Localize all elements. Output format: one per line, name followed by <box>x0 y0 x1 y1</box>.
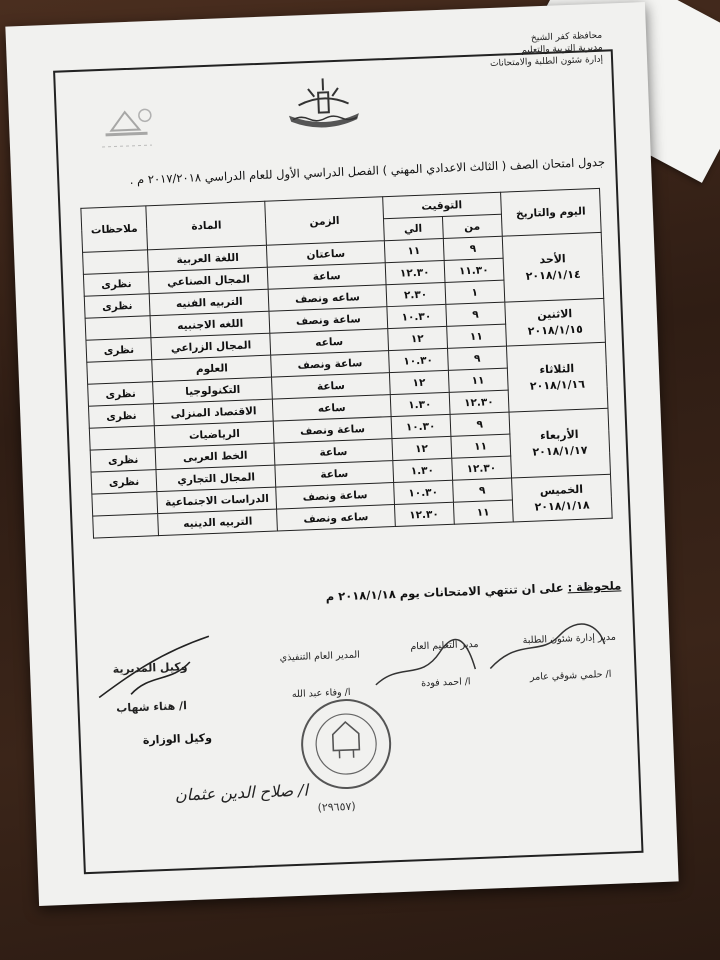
subject-cell: اللغة العربية <box>148 245 268 272</box>
subject-cell: الدراسات الاجتماعية <box>157 487 277 514</box>
header-notes: ملاحظات <box>81 206 148 252</box>
notes-cell: نظرى <box>83 272 149 296</box>
day-date-cell <box>505 298 606 346</box>
signature-role: وكيل المديرية <box>112 660 188 676</box>
from-time-cell: ١١ <box>446 324 506 348</box>
day-date-cell <box>509 408 611 478</box>
subject-cell: التربيه الدينيه <box>158 509 278 536</box>
subject-cell: الاقتصاد المنزلى <box>154 399 274 426</box>
header-duration: الزمن <box>265 197 384 245</box>
from-time-cell: ١٢.٣٠ <box>449 390 509 414</box>
notes-cell: نظرى <box>91 470 157 494</box>
from-time-cell: ٩ <box>450 412 510 436</box>
signature-name: ا/ وفاء عبد الله <box>291 686 351 701</box>
to-time-cell: ١٠.٣٠ <box>393 480 453 504</box>
from-time-cell: ١١ <box>451 434 511 458</box>
from-time-cell: ٩ <box>443 236 503 260</box>
duration-cell: ساعه ونصف <box>268 285 386 311</box>
duration-cell: ساعه ونصف <box>277 505 395 531</box>
to-time-cell: ١٢ <box>392 436 452 460</box>
duration-cell: ساعة <box>275 461 393 487</box>
to-time-cell: ١١ <box>384 238 444 262</box>
duration-cell: ساعة ونصف <box>274 417 392 443</box>
from-time-cell: ١ <box>445 280 505 304</box>
day-name: الخميس <box>539 482 584 497</box>
notes-cell <box>85 316 151 340</box>
to-time-cell: ١٢ <box>389 370 449 394</box>
exam-date: ٢٠١٨/١/١٥ <box>527 322 584 338</box>
exam-date: ٢٠١٨/١/١٤ <box>525 267 581 283</box>
from-time-cell: ٩ <box>447 346 507 370</box>
from-time-cell: ١١.٣٠ <box>444 258 504 282</box>
to-time-cell: ١٠.٣٠ <box>391 414 451 438</box>
signature-name: ا/ حلمي شوقي عامر <box>529 668 612 683</box>
subject-cell: اللغه الاجنبيه <box>150 311 270 338</box>
day-date-cell <box>506 342 608 412</box>
notes-cell <box>92 492 158 516</box>
day-date-cell <box>511 474 612 522</box>
from-time-cell: ٩ <box>446 302 506 326</box>
signature-role: مدير التعليم العام <box>410 638 479 653</box>
exam-date: ٢٠١٨/١/١٨ <box>534 498 590 514</box>
notes-cell: نظرى <box>88 404 154 428</box>
notes-cell: نظرى <box>84 294 150 318</box>
header-day-date: اليوم والتاريخ <box>500 188 601 236</box>
duration-cell: ساعه <box>270 329 388 355</box>
notes-cell: نظرى <box>86 338 152 362</box>
to-time-cell: ١٠.٣٠ <box>388 348 448 372</box>
to-time-cell: ١٢.٣٠ <box>394 502 454 526</box>
duration-cell: ساعة <box>272 373 390 399</box>
day-name: الاثنين <box>536 306 573 321</box>
header-subject: المادة <box>146 201 267 250</box>
subject-cell: الخط العربى <box>155 443 275 470</box>
from-time-cell: ١١ <box>448 368 508 392</box>
to-time-cell: ٢.٣٠ <box>386 282 446 306</box>
handwritten-signature-icon <box>89 631 222 706</box>
day-name: الأحد <box>539 251 566 266</box>
duration-cell: ساعة ونصف <box>271 351 389 377</box>
signature-role: المدير العام التنفيذي <box>279 649 361 664</box>
subject-cell: المجال الصناعي <box>149 267 269 294</box>
to-time-cell: ١٢ <box>387 326 447 350</box>
header-from: من <box>442 214 502 238</box>
header-timing: التوقيت <box>382 192 501 219</box>
from-time-cell: ٩ <box>452 478 512 502</box>
day-name: الثلاثاء <box>539 361 575 376</box>
from-time-cell: ١١ <box>453 500 513 524</box>
governorate-emblem-icon <box>277 73 369 132</box>
ministry-deputy-name: ا/ صلاح الدين عثمان <box>174 780 309 805</box>
directorate-logo-icon <box>90 99 162 154</box>
notes-cell <box>93 514 159 538</box>
subject-cell: التكنولوجيا <box>153 377 273 404</box>
schedule-title: جدول امتحان الصف ( الثالث الاعدادي المهني ) الفصل الدراسي الأول للعام الدراسي ٢٠١٧/٢٠١٨ م . <box>129 154 606 187</box>
subject-cell: المجال الزراعي <box>151 333 271 360</box>
notes-cell <box>89 426 155 450</box>
notes-cell: نظرى <box>88 382 154 406</box>
exam-schedule-sheet <box>5 2 678 906</box>
to-time-cell: ١٢.٣٠ <box>385 260 445 284</box>
exam-schedule-table <box>80 188 612 539</box>
subject-cell: التربيه الفنيه <box>149 289 269 316</box>
issuer-header <box>489 30 603 70</box>
to-time-cell: ١٠.٣٠ <box>386 304 446 328</box>
to-time-cell: ١.٣٠ <box>392 458 452 482</box>
day-date-cell <box>502 232 604 302</box>
footnote-text: على ان تنتهي الامتحانات يوم ٢٠١٨/١/١٨ م <box>325 580 564 604</box>
duration-cell: ساعة ونصف <box>269 307 387 333</box>
duration-cell: ساعتان <box>267 241 385 267</box>
signature-role: مدير إدارة شئون الطلبة <box>522 631 617 647</box>
header-to: الي <box>383 216 443 240</box>
header-line: مديرية التربية والتعليم <box>521 42 603 56</box>
ministry-deputy-title: وكيل الوزارة <box>142 731 213 747</box>
from-time-cell: ١٢.٣٠ <box>451 456 511 480</box>
header-line: إدارة شئون الطلبة والامتحانات <box>489 54 604 70</box>
day-name: الأربعاء <box>539 427 579 442</box>
header-line: محافظة كفر الشيخ <box>530 30 603 44</box>
document-code: (٢٩٦٥٧) <box>317 799 356 815</box>
duration-cell: ساعة <box>274 439 392 465</box>
exam-date: ٢٠١٨/١/١٧ <box>532 443 588 459</box>
notes-cell <box>83 250 149 274</box>
signature-name: ا/ هناء شهاب <box>116 699 188 715</box>
duration-cell: ساعة <box>268 263 386 289</box>
handwritten-signature-icon <box>478 614 610 679</box>
subject-cell: الرياضيات <box>154 421 274 448</box>
exam-date: ٢٠١٨/١/١٦ <box>529 377 586 393</box>
subject-cell: العلوم <box>152 355 272 382</box>
subject-cell: المجال التجاري <box>156 465 276 492</box>
duration-cell: ساعة ونصف <box>276 483 394 509</box>
schedule-body <box>83 232 613 538</box>
notes-cell <box>87 360 153 384</box>
duration-cell: ساعه <box>273 395 391 421</box>
signature-name: ا/ احمد فودة <box>420 676 471 690</box>
footnote-label: ملحوظة : <box>567 578 622 595</box>
handwritten-signature-icon <box>369 629 481 693</box>
to-time-cell: ١.٣٠ <box>390 392 450 416</box>
notes-cell: نظرى <box>90 448 156 472</box>
